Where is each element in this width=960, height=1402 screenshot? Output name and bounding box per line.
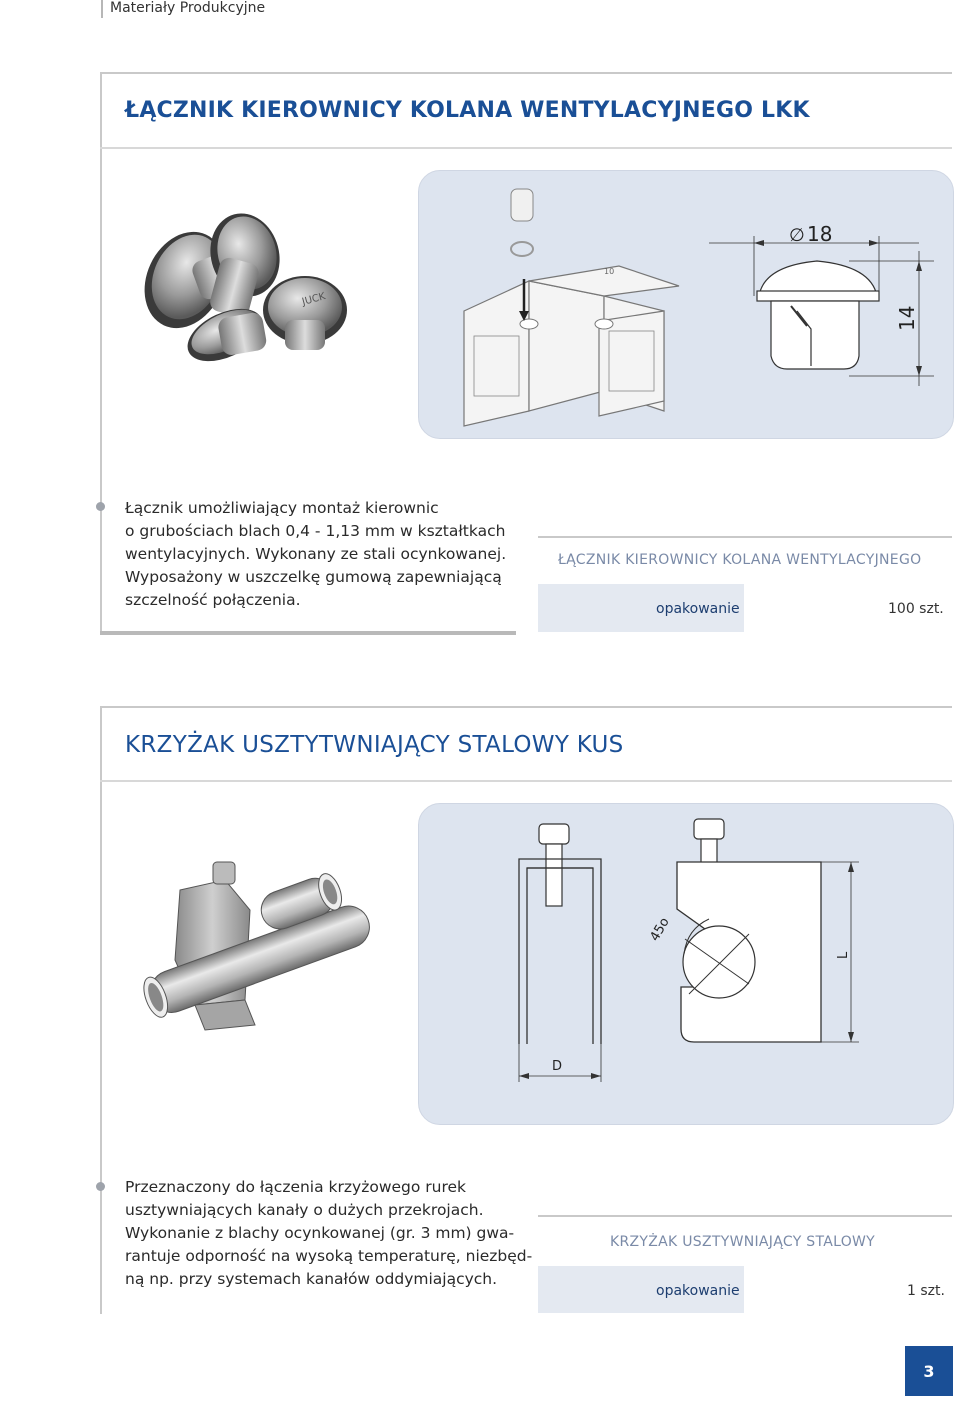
header-rule — [101, 0, 103, 18]
technical-drawing — [418, 803, 954, 1125]
packaging-label: opakowanie — [656, 601, 740, 617]
table-top-rule — [538, 536, 952, 538]
section-border-top — [100, 72, 952, 74]
product-photo — [125, 850, 395, 1070]
section-bottom-bar — [100, 631, 516, 635]
packaging-label: opakowanie — [656, 1283, 740, 1299]
description-line: ną np. przy systemach kanałów oddymiających. — [125, 1270, 498, 1288]
product-description — [125, 1176, 532, 1291]
bullet — [96, 502, 105, 511]
product-title: KRZYŻAK USZTYTWNIAJĄCY STALOWY KUS — [125, 732, 624, 758]
dim-small: 10 — [604, 267, 615, 276]
product-description — [125, 497, 506, 612]
technical-drawing — [418, 170, 954, 439]
description-line: szczelność połączenia. — [125, 591, 301, 609]
table-title: KRZYŻAK USZTYWNIAJĄCY STALOWY — [610, 1234, 876, 1250]
section-label: Materiały Produkcyjne — [110, 0, 266, 16]
packaging-value: 100 szt. — [888, 601, 944, 617]
diameter-label: D — [552, 1059, 563, 1074]
description-line: Wyposażony w uszczelkę gumową zapewniającą — [125, 568, 502, 586]
packaging-table — [538, 536, 952, 632]
title-divider — [100, 147, 952, 149]
table-title: ŁĄCZNIK KIEROWNICY KOLANA WENTYLACYJNEGO — [558, 552, 922, 568]
section-border-left — [100, 72, 102, 635]
description-line: Przeznaczony do łączenia krzyżowego rurek — [125, 1178, 467, 1196]
description-line: Wykonanie z blachy ocynkowanej (gr. 3 mm) gwa- — [125, 1224, 515, 1242]
section-border-top — [100, 706, 952, 708]
title-divider — [100, 780, 952, 782]
description-line: o grubościach blach 0,4 - 1,13 mm w kształtkach — [125, 522, 506, 540]
description-line: Łącznik umożliwiający montaż kierownic — [125, 499, 439, 517]
svg-text:JUCK: JUCK — [300, 291, 327, 308]
diameter-label: 18 — [807, 222, 833, 246]
description-line: rantuje odporność na wysoką temperaturę, niezbęd- — [125, 1247, 533, 1265]
product-title: ŁĄCZNIK KIEROWNICY KOLANA WENTYLACYJNEGO LKK — [125, 98, 810, 123]
bullet — [96, 1182, 105, 1191]
packaging-table — [538, 1215, 952, 1313]
page-number: 3 — [905, 1346, 953, 1396]
svg-text:∅: ∅ — [789, 225, 805, 246]
section-border-left — [100, 706, 102, 1314]
angle-label: 45o — [647, 915, 673, 944]
description-line: usztywniających kanały o dużych przekrojach. — [125, 1201, 484, 1219]
description-line: wentylacyjnych. Wykonany ze stali ocynkowanej. — [125, 545, 507, 563]
length-label: L — [836, 951, 851, 959]
height-label: 14 — [895, 305, 919, 331]
table-top-rule — [538, 1215, 952, 1217]
packaging-value: 1 szt. — [907, 1283, 945, 1299]
